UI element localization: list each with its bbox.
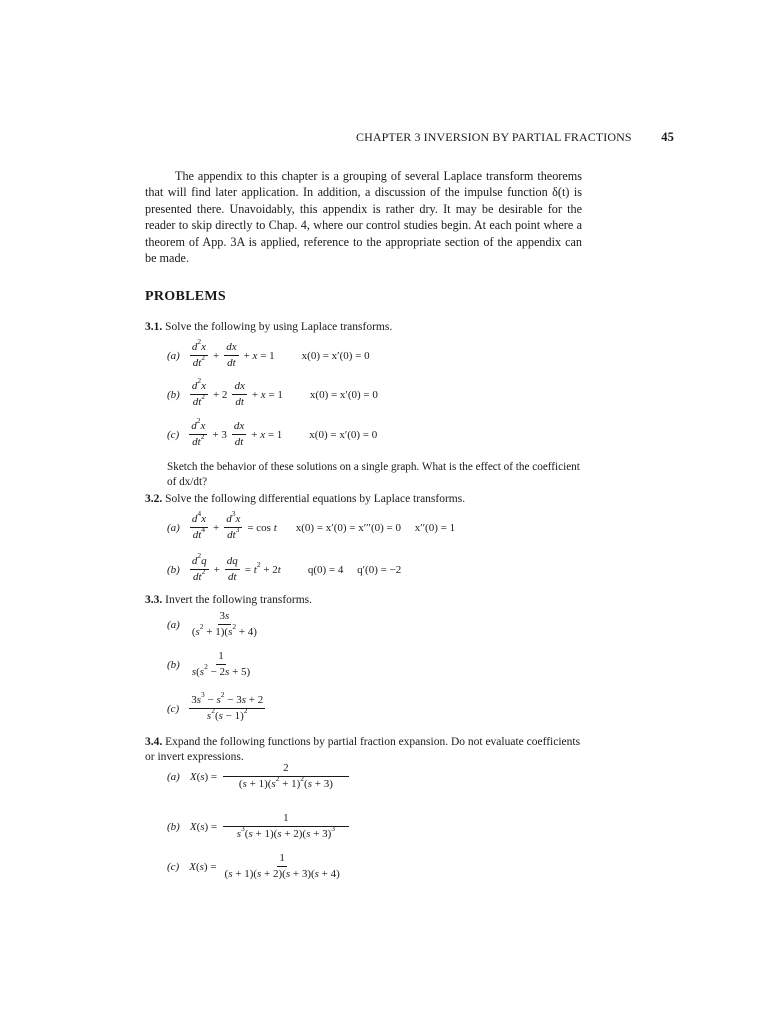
initial-conditions: x(0) = x′(0) = 0 (301, 349, 370, 362)
initial-conditions: x(0) = x′(0) = x′′′(0) = 0 x′′(0) = 1 (295, 521, 456, 534)
expression-3-3-a: (a) $\frac{3s}{(s^2 + 1)(s^2 + 4)}$ (167, 610, 257, 638)
problem-text: Expand the following functions by partial fraction expansion. Do not evaluate coefficients or invert expressions. (145, 736, 581, 763)
problem-3-1-note: Sketch the behavior of these solutions on a single graph. What is the effect of the coefficient of dx/dt? (167, 461, 580, 488)
part-label: (a) (167, 618, 180, 631)
expression-3-3-c: (c) $\frac{3s^3 - s^2 - 3s + 2}{s^2(s - 1)^2}$ (167, 690, 264, 722)
problem-number: 3.2. (145, 493, 163, 505)
equation-3-2-b: (b) $\frac{d^2q}{dt^2}$ + $\frac{dq}{dt}$ = $t^2 + 2t$ q(0) = 4 q′(0) = −2 (167, 551, 402, 583)
equation-3-1-b: (b) $\frac{d^2x}{dt^2}$ + 2 $\frac{dx}{dt}$ + x = 1 x(0) = x′(0) = 0 (167, 376, 378, 408)
intro-text: The appendix to this chapter is a grouping of several Laplace transform theorems that will find later application. In addition, a discussion of the impulse function δ(t) is presented there. Unavoidably, this appendix is rather dry. It may be desirable for the reader to skip directly to Chap. 4, where our control studies begin. At each point where a theorem of App. 3A is applied, reference to the appropriate section of the appendix can be made. (145, 169, 582, 266)
problem-text: Invert the following transforms. (165, 594, 313, 606)
part-label: (c) (167, 428, 180, 441)
part-label: (a) (167, 521, 180, 534)
initial-conditions: x(0) = x′(0) = 0 (309, 428, 378, 441)
expression-3-4-c: (c) X(s) = $\frac{1}{(s + 1)(s + 2)(s + 3)(s + 4)}$ (167, 852, 340, 880)
part-label: (b) (167, 563, 180, 576)
problem-text: Solve the following differential equations by Laplace transforms. (165, 493, 466, 505)
part-label: (b) (167, 388, 180, 401)
initial-conditions: x(0) = x′(0) = 0 (309, 388, 378, 401)
initial-conditions: q(0) = 4 q′(0) = −2 (307, 563, 402, 576)
problem-3-2 (145, 492, 590, 507)
expression-3-3-b: (b) $\frac{1}{s(s^2 - 2s + 5)}$ (167, 650, 251, 678)
intro-paragraph (145, 168, 582, 266)
running-head (356, 130, 674, 150)
equation-3-1-c: (c) $\frac{d^2x}{dt^2}$ + 3 $\frac{dx}{dt}$ + x = 1 x(0) = x′(0) = 0 (167, 416, 378, 448)
equation-3-1-a: (a) $\frac{d^2x}{dt^2}$ + $\frac{dx}{dt}$ + x = 1 x(0) = x′(0) = 0 (167, 337, 370, 369)
part-label: (c) (167, 702, 180, 715)
problem-number: 3.4. (145, 736, 163, 748)
part-label: (b) (167, 658, 180, 671)
problem-3-3 (145, 593, 590, 608)
page-number: 45 (661, 130, 674, 144)
section-heading: PROBLEMS (145, 289, 226, 304)
part-label: (c) (167, 860, 180, 873)
part-label: (b) (167, 820, 180, 833)
equation-3-2-a: (a) $\frac{d^4x}{dt^4}$ + $\frac{d^3x}{dt^3}$ = cos t x(0) = x′(0) = x′′′(0) = 0 x′′(0) = 1 (167, 509, 456, 541)
running-title: CHAPTER 3 INVERSION BY PARTIAL FRACTIONS (356, 130, 632, 144)
problem-number: 3.1. (145, 321, 163, 333)
problem-text: Solve the following by using Laplace transforms. (165, 321, 393, 333)
problem-3-4 (145, 735, 590, 765)
part-label: (a) (167, 349, 180, 362)
problem-3-1 (145, 320, 590, 335)
expression-3-4-a: (a) X(s) = $\frac{2}{(s + 1)(s^2 + 1)^2(s + 3)}$ (167, 762, 349, 791)
problem-number: 3.3. (145, 594, 163, 606)
expression-3-4-b: (b) X(s) = $\frac{1}{s^3(s + 1)(s + 2)(s + 3)^3}$ (167, 812, 349, 841)
part-label: (a) (167, 770, 180, 783)
